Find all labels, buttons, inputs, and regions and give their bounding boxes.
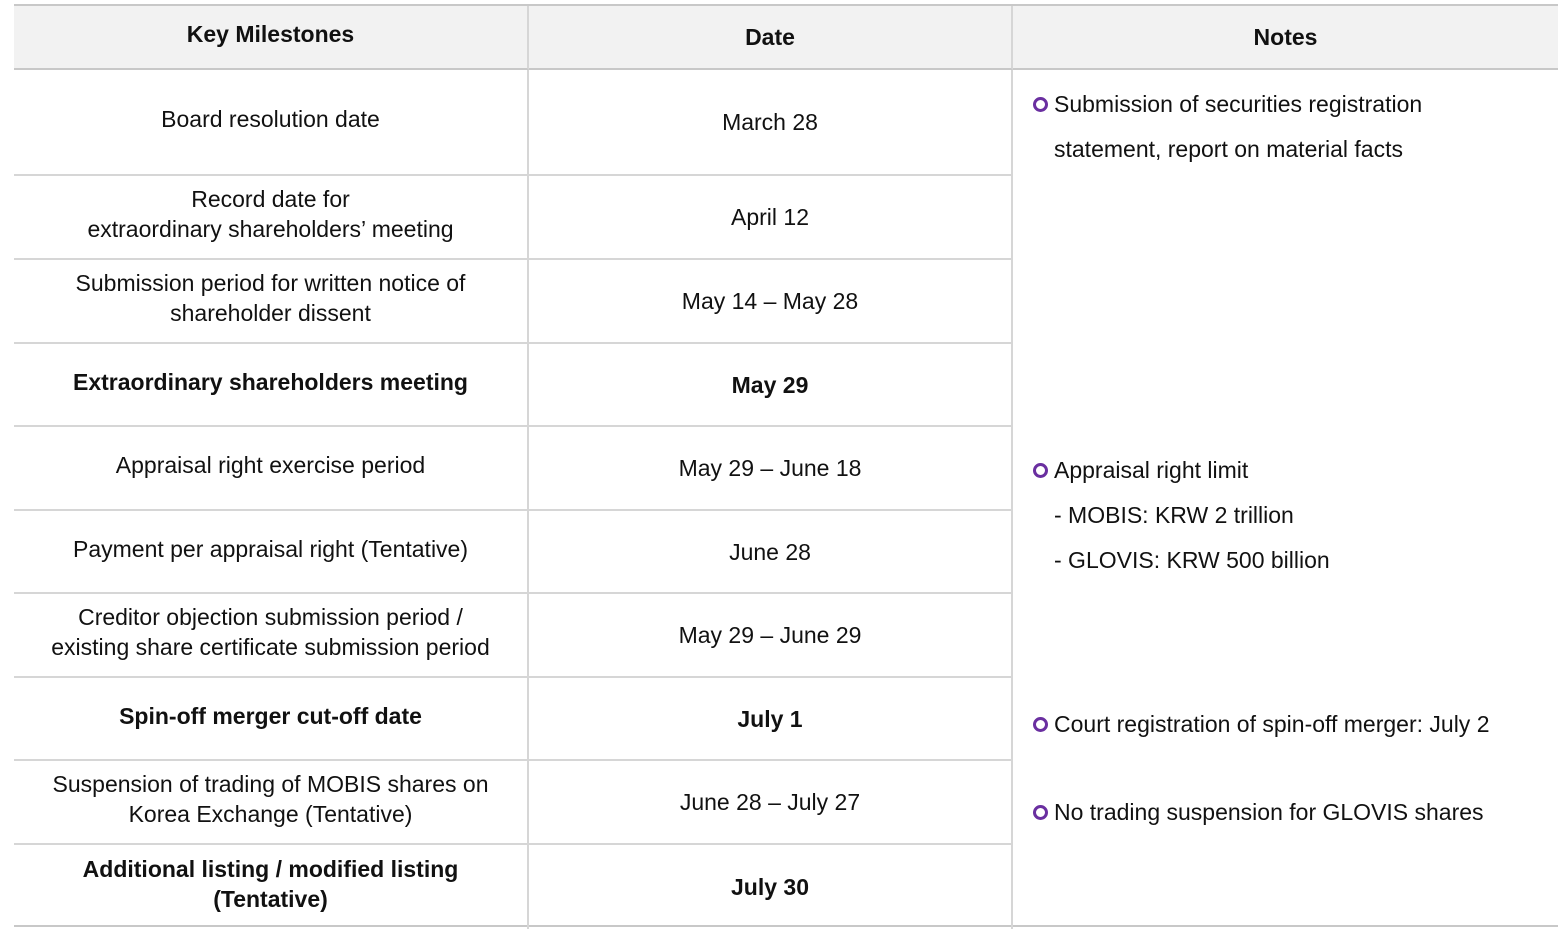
note-text: Submission of securities registration statement, report on material facts [1054, 91, 1423, 162]
note-item [1033, 448, 1548, 583]
date-cell: March 28 [529, 70, 1013, 176]
date-cell: June 28 – July 27 [529, 761, 1013, 845]
header-notes: Notes [1013, 6, 1558, 70]
milestone-cell: Submission period for written notice of shareholder dissent [14, 260, 529, 344]
notes-column [1013, 70, 1558, 929]
circle-bullet-icon [1033, 97, 1048, 112]
note-item [1033, 702, 1548, 747]
date-cell: April 12 [529, 176, 1013, 260]
milestone-cell: Appraisal right exercise period [14, 427, 529, 511]
circle-bullet-icon [1033, 463, 1048, 478]
milestone-cell: Extraordinary shareholders meeting [14, 344, 529, 427]
milestone-cell: Suspension of trading of MOBIS shares on Korea Exchange (Tentative) [14, 761, 529, 845]
date-cell: July 1 [529, 678, 1013, 761]
header-key-milestones: Key Milestones [14, 6, 529, 70]
milestone-cell: Payment per appraisal right (Tentative) [14, 511, 529, 594]
milestone-cell: Creditor objection submission period / existing share certificate submission period [14, 594, 529, 678]
date-cell: July 30 [529, 845, 1013, 929]
note-text: Court registration of spin-off merger: July 2 [1054, 711, 1490, 737]
note-text: Appraisal right limit - MOBIS: KRW 2 trillion - GLOVIS: KRW 500 billion [1054, 457, 1330, 573]
milestone-cell: Board resolution date [14, 70, 529, 176]
note-text: No trading suspension for GLOVIS shares [1054, 799, 1484, 825]
header-date: Date [529, 6, 1013, 70]
circle-bullet-icon [1033, 805, 1048, 820]
milestone-cell: Additional listing / modified listing (Tentative) [14, 845, 529, 929]
date-cell: June 28 [529, 511, 1013, 594]
date-cell: May 29 – June 29 [529, 594, 1013, 678]
milestone-schedule-table [14, 4, 1558, 927]
note-item [1033, 790, 1548, 835]
date-cell: May 29 – June 18 [529, 427, 1013, 511]
date-cell: May 14 – May 28 [529, 260, 1013, 344]
milestone-cell: Record date for extraordinary shareholders’ meeting [14, 176, 529, 260]
note-item [1033, 82, 1548, 172]
milestone-cell: Spin-off merger cut-off date [14, 678, 529, 761]
circle-bullet-icon [1033, 717, 1048, 732]
date-cell: May 29 [529, 344, 1013, 427]
